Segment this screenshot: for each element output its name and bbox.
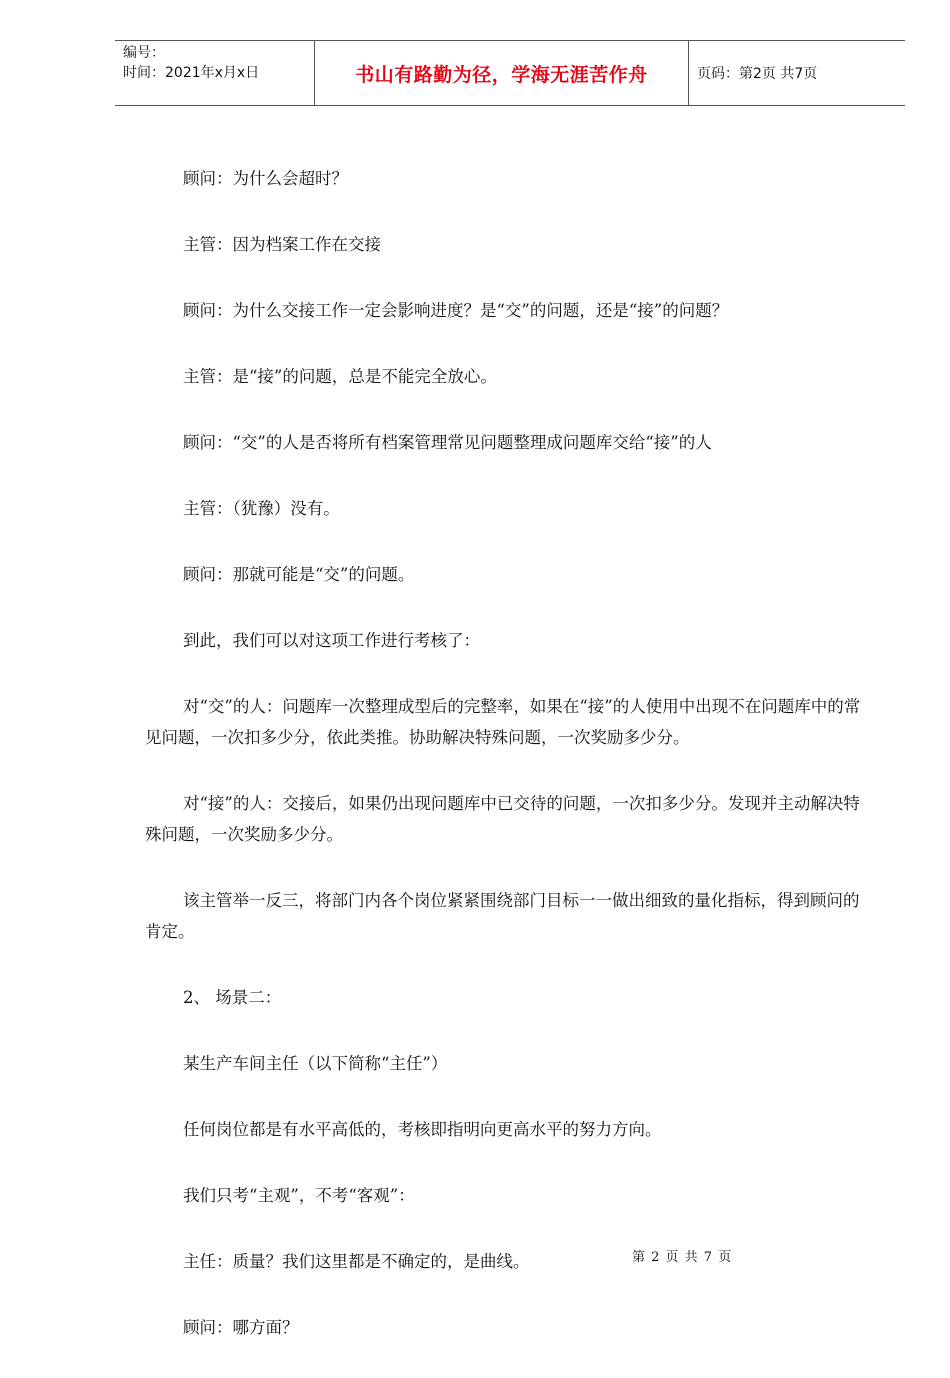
page-footer: 第 2 页 共 7 页 — [632, 1250, 733, 1265]
document-body — [145, 163, 875, 1378]
paragraph: 主管：是“接”的问题，总是不能完全放心。 — [183, 367, 497, 386]
paragraph: 顾问：“交”的人是否将所有档案管理常见问题整理成问题库交给“接”的人 — [183, 433, 712, 452]
paragraph: 主任：质量？我们这里都是不确定的，是曲线。 — [183, 1252, 530, 1271]
paragraph: 顾问：为什么交接工作一定会影响进度？是“交”的问题，还是“接”的问题？ — [183, 301, 729, 320]
page-header — [115, 40, 905, 106]
paragraph: 某生产车间主任（以下简称“主任”） — [183, 1054, 448, 1073]
header-meta — [115, 41, 315, 105]
paragraph: 顾问：那就可能是“交”的问题。 — [183, 565, 415, 584]
header-motto: 书山有路勤为径，学海无涯苦作舟 — [315, 41, 689, 105]
section-heading: 2、 场景二： — [183, 988, 282, 1007]
header-number-label: 编号： — [123, 45, 165, 61]
paragraph: 任何岗位都是有水平高低的，考核即指明向更高水平的努力方向。 — [183, 1120, 662, 1139]
paragraph: 主管：因为档案工作在交接 — [183, 235, 381, 254]
header-time-label: 时间：2021年x月x日 — [123, 65, 260, 81]
paragraph: 该主管举一反三，将部门内各个岗位紧紧围绕部门目标一一做出细致的量化指标，得到顾问的肯定。 — [145, 891, 860, 941]
paragraph: 我们只考“主观”，不考“客观”： — [183, 1186, 415, 1205]
header-page-info: 页码：第2页 共7页 — [697, 66, 818, 82]
paragraph: 对“交”的人：问题库一次整理成型后的完整率，如果在“接”的人使用中出现不在问题库中的常见问题，一次扣多少分，依此类推。协助解决特殊问题，一次奖励多少分。 — [145, 697, 861, 747]
paragraph: 对“接”的人：交接后，如果仍出现问题库中已交待的问题，一次扣多少分。发现并主动解决特殊问题，一次奖励多少分。 — [145, 794, 860, 844]
paragraph: 主管：（犹豫）没有。 — [183, 499, 340, 518]
paragraph: 顾问：哪方面？ — [183, 1318, 299, 1337]
paragraph: 到此，我们可以对这项工作进行考核了： — [183, 631, 480, 650]
paragraph: 顾问：为什么会超时？ — [183, 169, 348, 188]
